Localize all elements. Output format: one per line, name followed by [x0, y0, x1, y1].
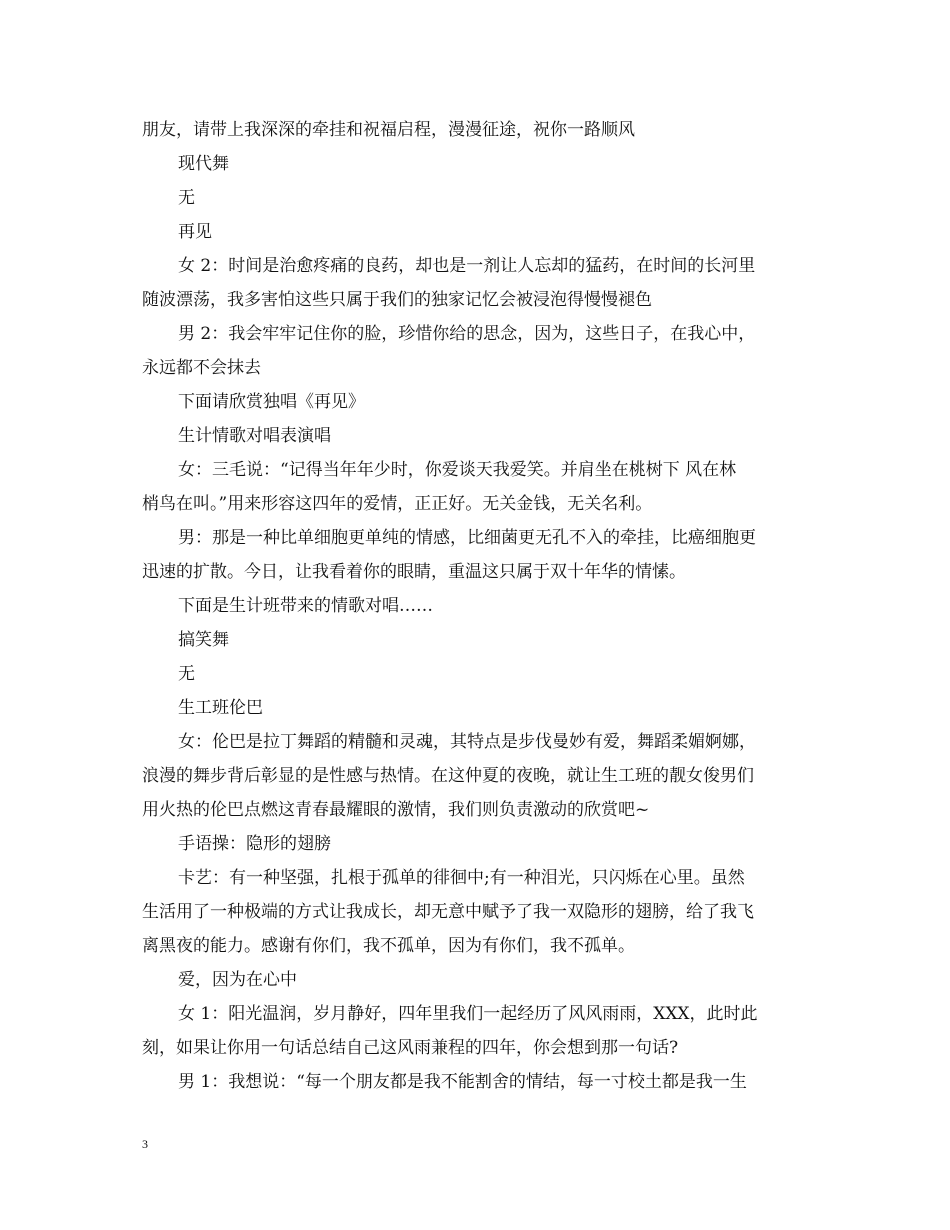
text-line: 无 [178, 188, 195, 208]
text-line: 梢鸟在叫。”用来形容这四年的爱情，正正好。无关金钱，无关名利。 [142, 494, 653, 514]
text-line: 女：伦巴是拉丁舞蹈的精髓和灵魂，其特点是步伐曼妙有爱，舞蹈柔媚婀娜， [178, 732, 756, 752]
text-line: 男 2：我会牢牢记住你的脸，珍惜你给的思念，因为，这些日子，在我心中， [178, 324, 756, 344]
text-line: 下面是生计班带来的情歌对唱…… [178, 596, 433, 616]
text-line: 女 1：阳光温润，岁月静好，四年里我们一起经历了风风雨雨，XXX，此时此 [178, 1004, 758, 1024]
text-line: 爱，因为在心中 [178, 970, 297, 990]
text-line: 男：那是一种比单细胞更单纯的情感，比细菌更无孔不入的牵挂，比癌细胞更 [178, 528, 756, 548]
text-line: 下面请欣赏独唱《再见》 [178, 392, 365, 412]
text-line: 生工班伦巴 [178, 698, 263, 718]
text-line: 浪漫的舞步背后彰显的是性感与热情。在这仲夏的夜晚，就让生工班的靓女俊男们 [142, 766, 754, 786]
text-line: 永远都不会抹去 [142, 358, 261, 378]
text-line: 现代舞 [178, 154, 229, 174]
page-number: 3 [142, 1137, 148, 1151]
text-line: 卡艺：有一种坚强，扎根于孤单的徘徊中;有一种泪光，只闪烁在心里。虽然 [178, 868, 745, 888]
text-line: 生计情歌对唱表演唱 [178, 426, 331, 446]
text-line: 生活用了一种极端的方式让我成长，却无意中赋予了我一双隐形的翅膀，给了我飞 [142, 902, 754, 922]
text-line: 再见 [178, 222, 212, 242]
text-line: 女 2：时间是治愈疼痛的良药，却也是一剂让人忘却的猛药，在时间的长河里 [178, 256, 756, 276]
text-line: 迅速的扩散。今日，让我看着你的眼睛，重温这只属于双十年华的情愫。 [142, 562, 686, 582]
text-line: 女：三毛说：“记得当年年少时，你爱谈天我爱笑。并肩坐在桃树下 风在林 [178, 460, 737, 480]
text-line: 随波漂荡，我多害怕这些只属于我们的独家记忆会被浸泡得慢慢褪色 [142, 290, 652, 310]
text-line: 手语操：隐形的翅膀 [178, 834, 331, 854]
text-line: 朋友，请带上我深深的牵挂和祝福启程，漫漫征途，祝你一路顺风 [142, 120, 635, 140]
text-line: 用火热的伦巴点燃这青春最耀眼的激情，我们则负责激动的欣赏吧~ [142, 800, 650, 820]
text-line: 刻，如果让你用一句话总结自己这风雨兼程的四年，你会想到那一句话? [142, 1038, 679, 1058]
text-line: 男 1：我想说：“每一个朋友都是我不能割舍的情结，每一寸校土都是我一生 [178, 1072, 747, 1092]
text-line: 搞笑舞 [178, 630, 229, 650]
text-line: 离黑夜的能力。感谢有你们，我不孤单，因为有你们，我不孤单。 [142, 936, 635, 956]
text-line: 无 [178, 664, 195, 684]
